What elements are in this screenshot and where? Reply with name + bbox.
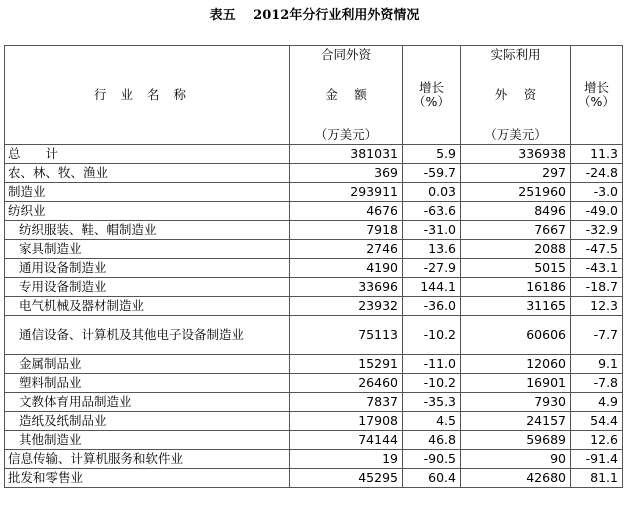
row-contract: 4190	[290, 259, 403, 278]
row-contract: 381031	[290, 145, 403, 164]
row-contract-growth: 0.03	[403, 183, 461, 202]
row-contract: 369	[290, 164, 403, 183]
row-actual-growth: 81.1	[571, 469, 623, 488]
row-contract-growth: -35.3	[403, 393, 461, 412]
row-actual: 12060	[461, 355, 571, 374]
row-contract: 23932	[290, 297, 403, 316]
row-actual-growth: -24.8	[571, 164, 623, 183]
fdi-by-industry-table	[4, 45, 623, 488]
table-row	[5, 164, 623, 183]
row-contract: 17908	[290, 412, 403, 431]
table-row	[5, 259, 623, 278]
row-contract-growth: 46.8	[403, 431, 461, 450]
row-contract: 33696	[290, 278, 403, 297]
row-name: 纺织服装、鞋、帽制造业	[5, 221, 290, 240]
row-actual-growth: 54.4	[571, 412, 623, 431]
row-contract-growth: -10.2	[403, 316, 461, 355]
row-actual: 42680	[461, 469, 571, 488]
row-actual: 24157	[461, 412, 571, 431]
row-contract: 4676	[290, 202, 403, 221]
row-actual-growth: -49.0	[571, 202, 623, 221]
row-actual: 7667	[461, 221, 571, 240]
row-actual-growth: -91.4	[571, 450, 623, 469]
row-name: 总 计	[5, 145, 290, 164]
row-name: 电气机械及器材制造业	[5, 297, 290, 316]
header-row	[5, 46, 623, 145]
row-actual-growth: -32.9	[571, 221, 623, 240]
row-contract-growth: -36.0	[403, 297, 461, 316]
row-contract: 7837	[290, 393, 403, 412]
header-actual	[461, 46, 571, 145]
row-actual: 31165	[461, 297, 571, 316]
row-name: 通信设备、计算机及其他电子设备制造业	[5, 316, 290, 355]
row-actual-growth: 12.3	[571, 297, 623, 316]
table-row	[5, 316, 623, 355]
row-actual: 8496	[461, 202, 571, 221]
row-name: 金属制品业	[5, 355, 290, 374]
row-actual: 59689	[461, 431, 571, 450]
row-name: 造纸及纸制品业	[5, 412, 290, 431]
row-actual-growth: 12.6	[571, 431, 623, 450]
row-name: 信息传输、计算机服务和软件业	[5, 450, 290, 469]
row-actual-growth: -47.5	[571, 240, 623, 259]
row-actual: 5015	[461, 259, 571, 278]
row-contract: 19	[290, 450, 403, 469]
row-contract-growth: -31.0	[403, 221, 461, 240]
table-row	[5, 431, 623, 450]
row-contract-growth: -10.2	[403, 374, 461, 393]
row-contract: 15291	[290, 355, 403, 374]
row-contract: 45295	[290, 469, 403, 488]
row-name: 农、林、牧、渔业	[5, 164, 290, 183]
header-industry: 行业名称	[5, 46, 290, 145]
row-actual-growth: -43.1	[571, 259, 623, 278]
row-actual-growth: -3.0	[571, 183, 623, 202]
row-contract-growth: -63.6	[403, 202, 461, 221]
row-contract-growth: 60.4	[403, 469, 461, 488]
row-name: 家具制造业	[5, 240, 290, 259]
table-row	[5, 202, 623, 221]
table-row	[5, 240, 623, 259]
row-name: 文教体育用品制造业	[5, 393, 290, 412]
table-row	[5, 278, 623, 297]
table-row	[5, 221, 623, 240]
row-actual-growth: -7.7	[571, 316, 623, 355]
row-contract-growth: 4.5	[403, 412, 461, 431]
header-contract	[290, 46, 403, 145]
row-name: 塑料制品业	[5, 374, 290, 393]
row-contract: 7918	[290, 221, 403, 240]
row-name: 制造业	[5, 183, 290, 202]
row-contract: 74144	[290, 431, 403, 450]
table-title: 表五 2012年分行业利用外资情况	[209, 8, 420, 23]
row-name: 专用设备制造业	[5, 278, 290, 297]
table-row	[5, 145, 623, 164]
table-row	[5, 393, 623, 412]
row-contract-growth: -90.5	[403, 450, 461, 469]
table-row	[5, 450, 623, 469]
row-contract: 293911	[290, 183, 403, 202]
row-contract: 75113	[290, 316, 403, 355]
row-actual: 60606	[461, 316, 571, 355]
row-contract-growth: 144.1	[403, 278, 461, 297]
row-actual-growth: -7.8	[571, 374, 623, 393]
header-actual-unit: （万美元）	[484, 127, 547, 142]
header-contract-group: 合同外资	[320, 47, 371, 62]
row-actual: 16186	[461, 278, 571, 297]
row-actual: 7930	[461, 393, 571, 412]
table-row	[5, 355, 623, 374]
row-name: 批发和零售业	[5, 469, 290, 488]
row-contract-growth: 13.6	[403, 240, 461, 259]
header-contract-unit: （万美元）	[314, 127, 378, 142]
row-name: 纺织业	[5, 202, 290, 221]
row-actual-growth: 4.9	[571, 393, 623, 412]
table-row	[5, 412, 623, 431]
header-actual-group: 实际利用	[490, 47, 541, 62]
row-contract-growth: -59.7	[403, 164, 461, 183]
row-name: 其他制造业	[5, 431, 290, 450]
row-actual: 2088	[461, 240, 571, 259]
row-actual: 336938	[461, 145, 571, 164]
row-actual: 251960	[461, 183, 571, 202]
table-row	[5, 183, 623, 202]
header-actual-growth: 增长 （%）	[571, 46, 623, 145]
table-row	[5, 297, 623, 316]
row-contract-growth: 5.9	[403, 145, 461, 164]
row-contract-growth: -27.9	[403, 259, 461, 278]
header-contract-amount: 金 额	[325, 87, 367, 102]
row-actual: 297	[461, 164, 571, 183]
row-actual-growth: -18.7	[571, 278, 623, 297]
row-actual-growth: 11.3	[571, 145, 623, 164]
row-actual: 90	[461, 450, 571, 469]
table-row	[5, 469, 623, 488]
row-actual: 16901	[461, 374, 571, 393]
row-actual-growth: 9.1	[571, 355, 623, 374]
header-actual-amount: 外 资	[494, 87, 537, 102]
table-row	[5, 374, 623, 393]
row-contract-growth: -11.0	[403, 355, 461, 374]
row-contract: 2746	[290, 240, 403, 259]
row-contract: 26460	[290, 374, 403, 393]
row-name: 通用设备制造业	[5, 259, 290, 278]
header-contract-growth: 增长 （%）	[403, 46, 461, 145]
